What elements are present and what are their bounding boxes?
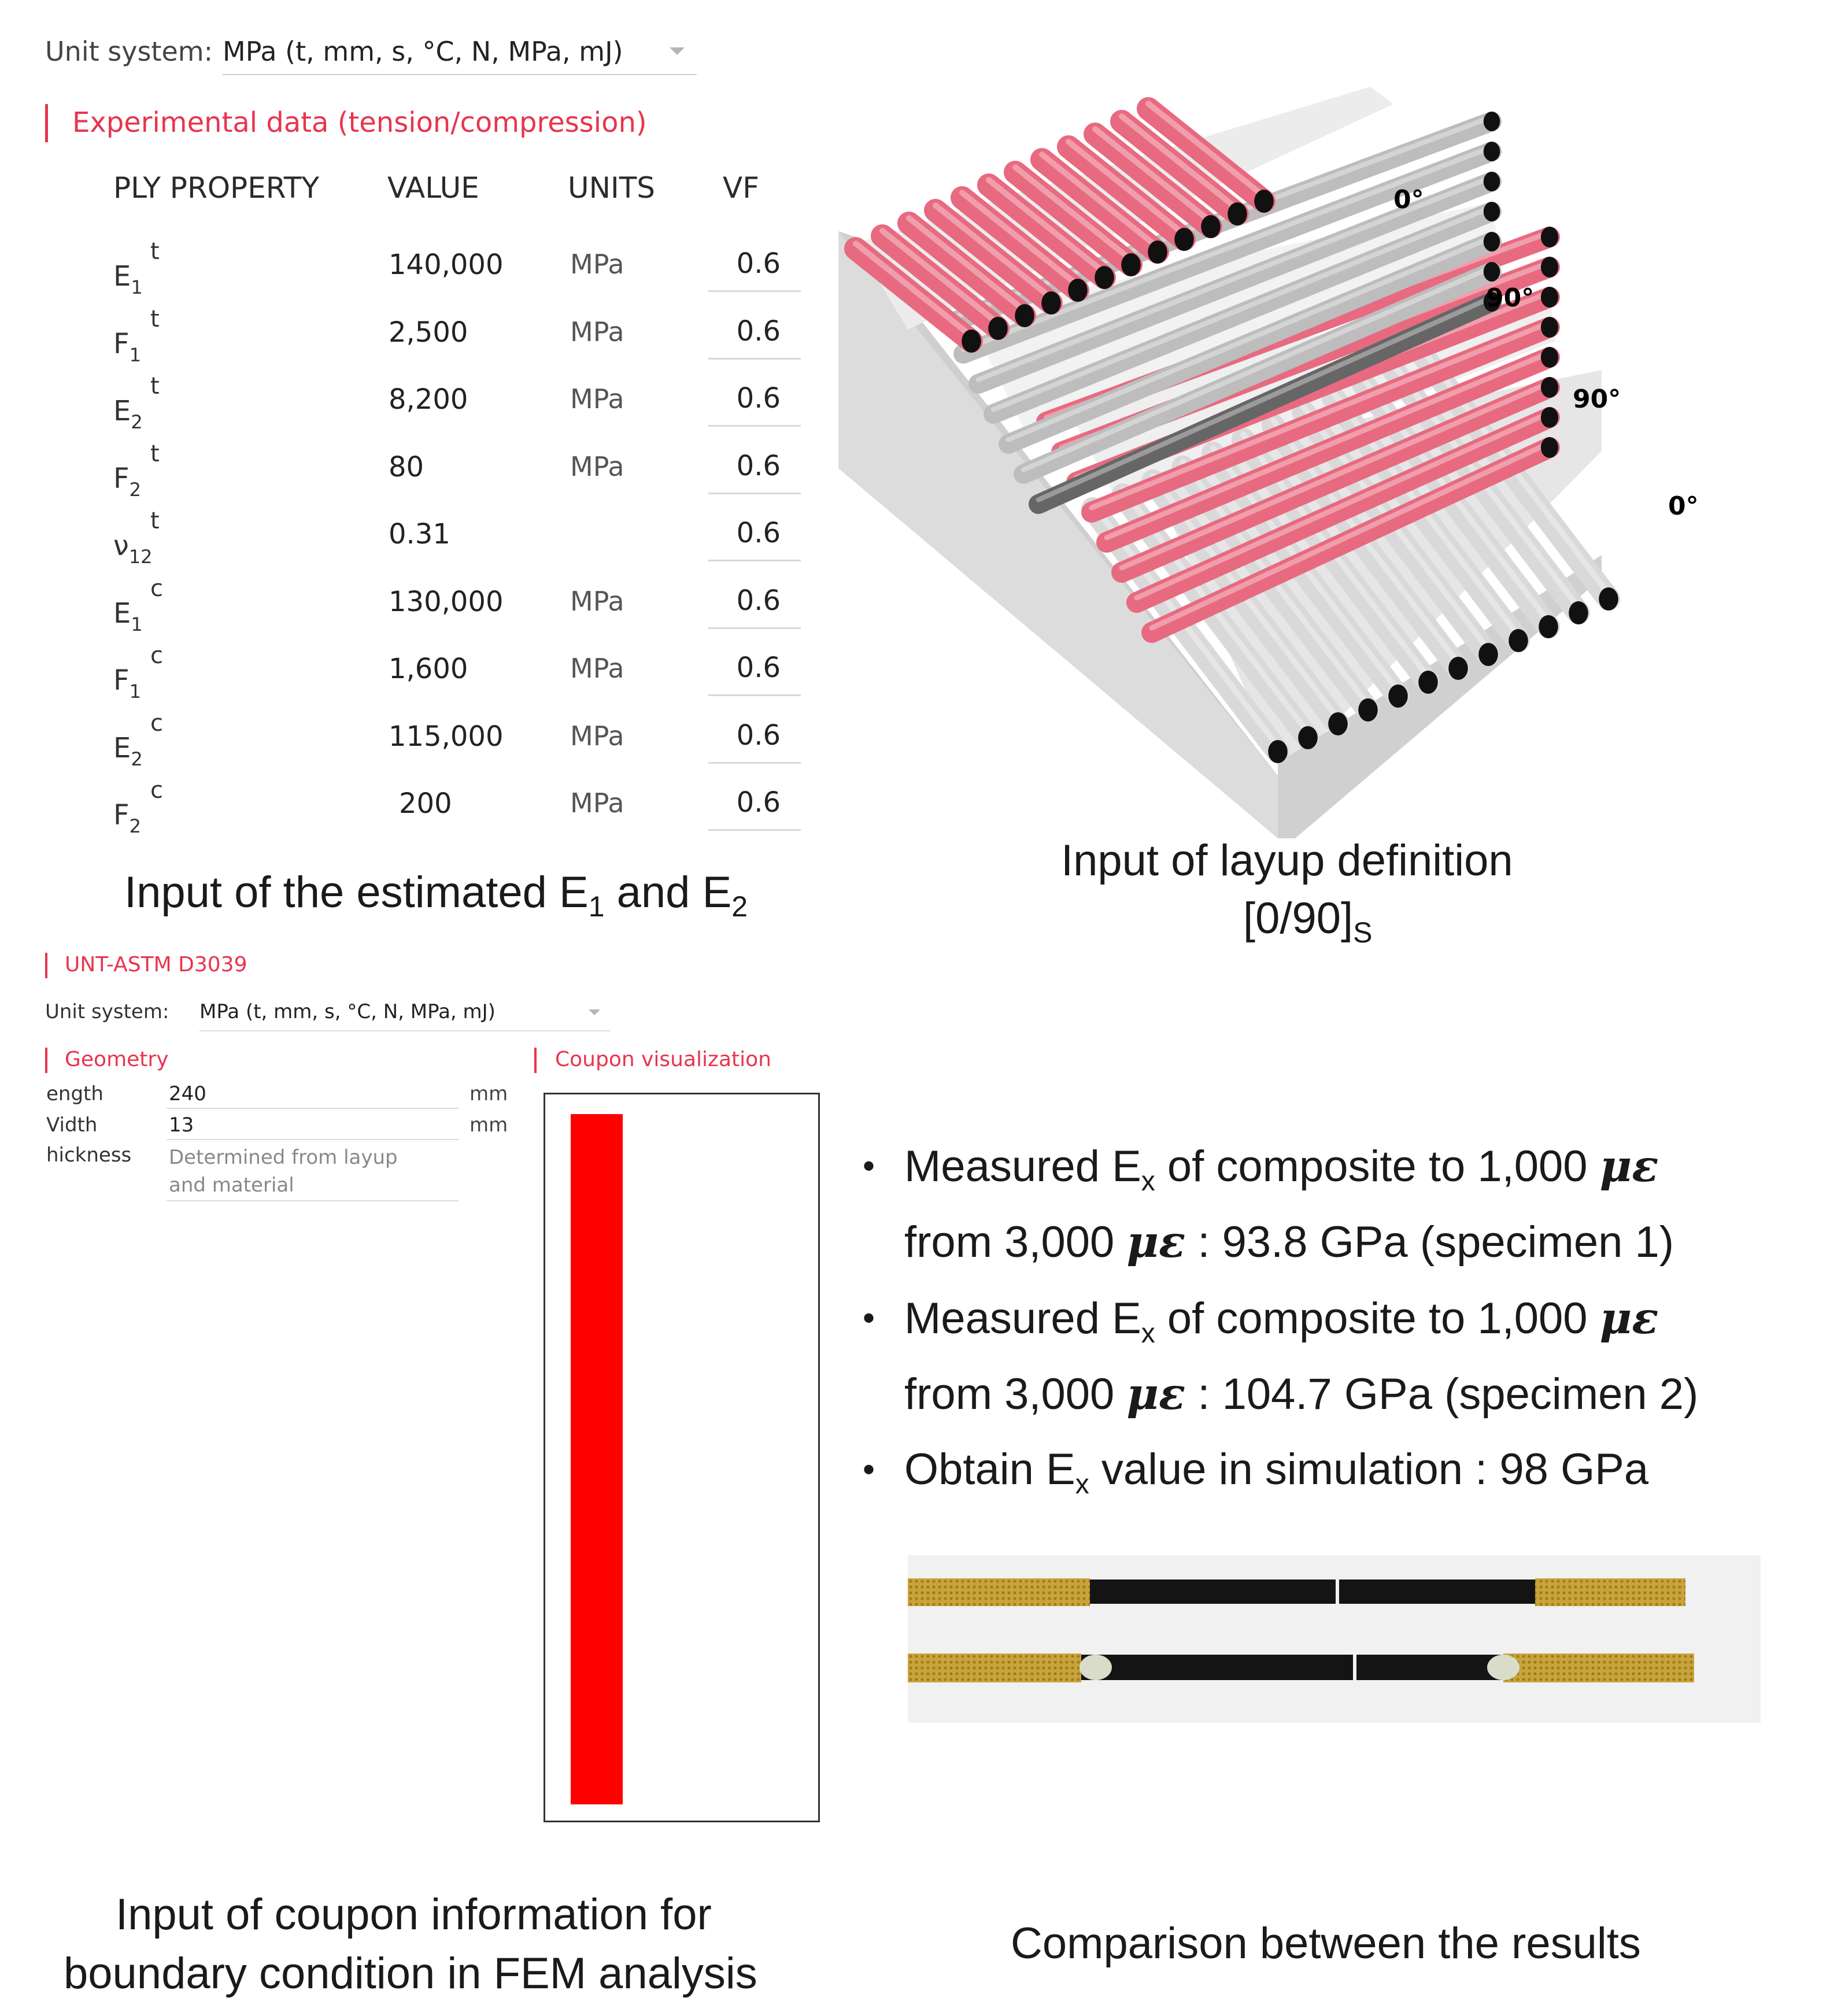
unit-select-underline (223, 74, 697, 75)
column-header-value: VALUE (387, 171, 479, 205)
coupon-unit-select[interactable] (199, 1000, 610, 1023)
property-symbol: $F_2$ c (113, 777, 163, 837)
property-symbol: $\nu_{12}$ t (113, 508, 160, 568)
column-header-vf: VF (723, 171, 759, 205)
property-value[interactable]: 2,500 (389, 316, 468, 349)
bullet-specimen-2: • Measured $E_x$ of composite to 1,000 με from 3,000 με : 104.7 GPa (specimen 2) (863, 1288, 1822, 1410)
bullet-simulation: • Obtain $E_x$ value in simulation : 98 GPa (863, 1440, 1822, 1503)
specimen-2-tab-right (1503, 1654, 1694, 1682)
width-value: 13 (169, 1114, 194, 1137)
caption-comparison: Comparison between the results (1011, 1919, 1641, 1968)
coupon-visualization-frame (544, 1093, 820, 1822)
width-label: Vidth (46, 1114, 98, 1137)
thickness-field (169, 1144, 464, 1199)
property-vf[interactable]: 0.6 (736, 449, 781, 482)
property-unit: MPa (570, 316, 624, 347)
property-unit: MPa (570, 383, 624, 415)
property-value[interactable]: 200 (399, 787, 452, 820)
property-symbol: $E_1$ c (113, 575, 163, 635)
property-vf[interactable]: 0.6 (736, 786, 781, 819)
vf-underline (708, 560, 801, 561)
property-vf[interactable]: 0.6 (736, 719, 781, 752)
width-input[interactable] (169, 1114, 458, 1137)
property-value[interactable]: 140,000 (389, 249, 504, 281)
layup-label-90-bottom: 90° (1573, 384, 1621, 414)
coupon-title-marker (45, 953, 47, 978)
coupon-panel-title: UNT-ASTM D3039 (65, 953, 247, 976)
geometry-title: Geometry (65, 1048, 169, 1071)
property-value[interactable]: 80 (389, 450, 424, 483)
property-value[interactable]: 8,200 (389, 383, 468, 416)
property-vf[interactable]: 0.6 (736, 584, 781, 617)
unit-system-select[interactable] (223, 36, 697, 67)
width-unit: mm (469, 1114, 508, 1137)
property-symbol: $E_1$ t (113, 238, 160, 298)
coupon-unit-value: MPa (t, mm, s, °C, N, MPa, mJ) (199, 1000, 496, 1023)
caption-estimated: Input of the estimated $E_1$ and $E_2$ (124, 868, 748, 923)
property-vf[interactable]: 0.6 (736, 652, 781, 684)
property-unit: MPa (570, 249, 624, 280)
specimen-1-tab-left (908, 1578, 1090, 1606)
property-symbol: $F_1$ t (113, 305, 160, 366)
length-input[interactable] (169, 1082, 458, 1105)
bullet-dot: • (863, 1299, 875, 1337)
property-value[interactable]: 115,000 (389, 720, 504, 753)
coupon-specimen (571, 1114, 623, 1804)
layup-illustration (821, 69, 1816, 838)
specimen-2-tab-left (908, 1654, 1081, 1682)
bullet-specimen-1: • Measured $E_x$ of composite to 1,000 με from 3,000 με : 93.8 GPa (specimen 1) (863, 1136, 1822, 1257)
column-header-units: UNITS (568, 171, 656, 205)
coupon-unit-label: Unit system: (45, 1000, 169, 1023)
property-vf[interactable]: 0.6 (736, 382, 781, 415)
property-symbol: $E_2$ c (113, 709, 163, 770)
thickness-label: hickness (46, 1144, 132, 1167)
property-unit: MPa (570, 787, 624, 819)
vf-underline (708, 627, 801, 629)
unit-system-value: MPa (t, mm, s, °C, N, MPa, mJ) (223, 36, 623, 67)
property-unit: MPa (570, 585, 624, 617)
property-symbol: $E_2$ t (113, 373, 160, 433)
vf-underline (708, 493, 801, 494)
property-symbol: $F_1$ c (113, 642, 163, 702)
property-symbol: $F_2$ t (113, 440, 160, 501)
chevron-down-icon[interactable] (670, 47, 685, 55)
property-value[interactable]: 0.31 (389, 518, 450, 550)
layup-label-0-top: 0° (1393, 185, 1424, 214)
vf-underline (708, 425, 801, 427)
property-vf[interactable]: 0.6 (736, 517, 781, 549)
chevron-down-icon[interactable] (589, 1009, 600, 1015)
caption-layup-line1: Input of layup definition (1061, 836, 1513, 885)
length-value: 240 (169, 1082, 206, 1105)
unit-system-label: Unit system: (45, 36, 213, 67)
section-marker (45, 104, 48, 142)
width-underline (167, 1139, 459, 1140)
property-unit: MPa (570, 720, 624, 752)
thickness-hint-line1: Determined from layup (169, 1146, 398, 1169)
specimen-photo (908, 1555, 1761, 1723)
coupon-unit-underline (199, 1030, 610, 1031)
bullet-dot: • (863, 1450, 875, 1489)
layup-label-0-bottom: 0° (1668, 491, 1699, 521)
visualization-marker (534, 1048, 537, 1073)
property-value[interactable]: 1,600 (389, 653, 468, 685)
caption-layup-line2: $[0/90]_S$ (1243, 894, 1373, 949)
section-title: Experimental data (tension/compression) (72, 106, 647, 139)
length-label: ength (46, 1082, 103, 1105)
vf-underline (708, 829, 801, 831)
thickness-hint-line2: and material (169, 1174, 294, 1197)
bullet-dot: • (863, 1146, 875, 1185)
geometry-marker (45, 1048, 47, 1073)
property-unit: MPa (570, 450, 624, 482)
specimen-1-tab-right (1535, 1578, 1685, 1606)
length-unit: mm (469, 1082, 508, 1105)
property-vf[interactable]: 0.6 (736, 247, 781, 280)
vf-underline (708, 762, 801, 764)
vf-underline (708, 290, 801, 292)
column-header-property: PLY PROPERTY (113, 171, 319, 205)
vf-underline (708, 694, 801, 696)
visualization-title: Coupon visualization (555, 1048, 771, 1071)
layup-label-90-top: 90° (1486, 283, 1535, 313)
vf-underline (708, 358, 801, 360)
thickness-underline (167, 1200, 459, 1201)
caption-coupon-line1: Input of coupon information for (116, 1890, 712, 1939)
property-value[interactable]: 130,000 (389, 585, 504, 618)
property-unit: MPa (570, 653, 624, 684)
property-vf[interactable]: 0.6 (736, 315, 781, 347)
caption-coupon-line2: boundary condition in FEM analysis (64, 1949, 757, 1998)
length-underline (167, 1108, 459, 1109)
